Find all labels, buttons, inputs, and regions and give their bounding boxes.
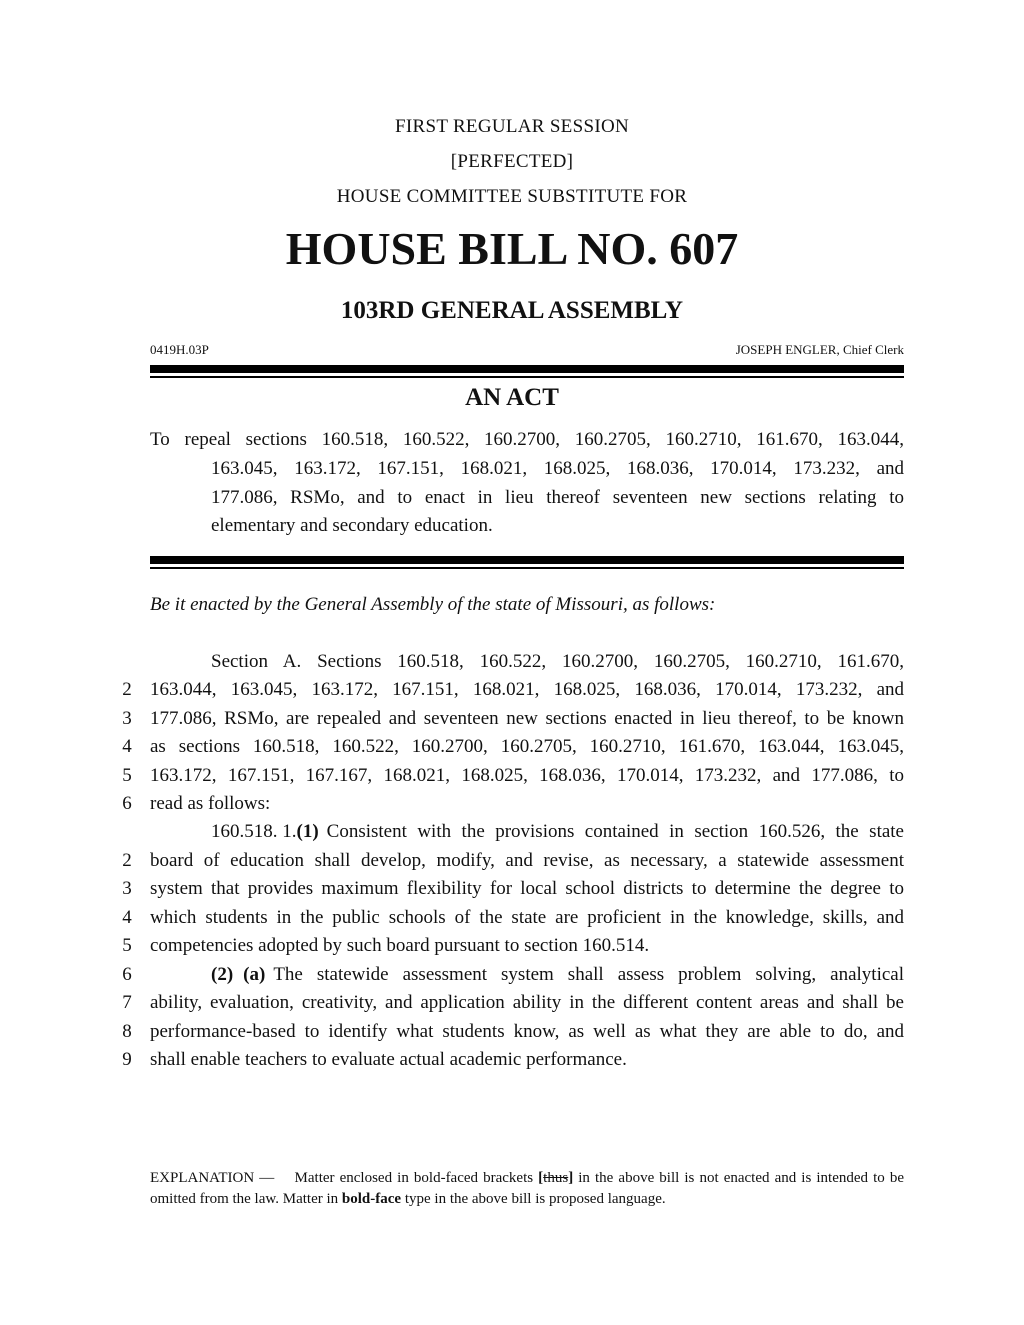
header-rule-thin (150, 376, 904, 378)
act-line: To repeal sections 160.518, 160.522, 160.2700, 160.2705, 160.2710, 161.670, 163.044, (150, 429, 904, 450)
chief-clerk: JOSEPH ENGLER, Chief Clerk (735, 342, 904, 357)
section-text-line: shall enable teachers to evaluate actual academic performance. (150, 1049, 627, 1070)
bracket-open: [ (538, 1170, 544, 1186)
section-text: Consistent with the provisions contained in section 160.526, the state (326, 821, 904, 842)
section-text-line: performance-based to identify what students know, as well as what they are able to do, and (150, 1021, 904, 1042)
bold-face-example: bold-face (341, 1191, 402, 1207)
explanation-text: in the above bill is not enacted and is intended to be omitted from the law. Matter in (150, 1170, 905, 1207)
section-text: The statewide assessment system shall assess problem solving, analytical (273, 964, 904, 985)
line-number: 2 (122, 850, 132, 871)
line-number: 9 (122, 1049, 132, 1070)
enacting-clause: Be it enacted by the General Assembly of the state of Missouri, as follows: (150, 594, 716, 615)
section-text-line: which students in the public schools of the state are proficient in the knowledge, skills, and (150, 907, 904, 928)
subsection-marker: (a) (243, 964, 266, 985)
session-label: FIRST REGULAR SESSION (395, 116, 629, 137)
line-number: 7 (122, 992, 132, 1013)
line-number: 3 (122, 878, 132, 899)
line-number: 8 (122, 1021, 132, 1042)
line-number: 6 (122, 793, 132, 814)
line-number: 2 (122, 679, 132, 700)
act-heading: AN ACT (465, 384, 559, 411)
act-line: elementary and secondary education. (211, 515, 493, 536)
subsection-marker: (2) (211, 964, 234, 985)
explanation-note (150, 1168, 904, 1210)
struck-example: thus (543, 1170, 569, 1186)
bill-status: [PERFECTED] (450, 151, 574, 172)
act-rule-thin (150, 567, 904, 569)
substitute-label: HOUSE COMMITTEE SUBSTITUTE FOR (336, 186, 688, 207)
subsection-marker: (1) (296, 821, 319, 842)
section-text-line: ability, evaluation, creativity, and application ability in the different content areas and shall be (150, 992, 904, 1013)
paragraph-2-first-line (211, 962, 904, 988)
line-number: 4 (122, 736, 132, 757)
section-a-line: 163.044, 163.045, 163.172, 167.151, 168.021, 168.025, 168.036, 170.014, 173.232, and (150, 679, 904, 700)
section-text-line: board of education shall develop, modify, and revise, as necessary, a statewide assessment (150, 850, 904, 871)
act-line: 177.086, RSMo, and to enact in lieu thereof seventeen new sections relating to (211, 487, 904, 508)
bill-title: HOUSE BILL NO. 607 (285, 223, 739, 274)
line-number: 4 (122, 907, 132, 928)
section-a-line: 177.086, RSMo, are repealed and seventeen new sections enacted in lieu thereof, to be known (150, 708, 904, 729)
explanation-text: Matter enclosed in bold-faced brackets (294, 1170, 534, 1186)
assembly-label: 103RD GENERAL ASSEMBLY (340, 297, 684, 324)
act-rule-thick (150, 556, 904, 564)
line-number: 5 (122, 765, 132, 786)
line-number: 5 (122, 935, 132, 956)
section-a-line: read as follows: (150, 793, 271, 814)
section-a-line: 163.172, 167.151, 167.167, 168.021, 168.025, 168.036, 170.014, 173.232, and 177.086, to (150, 765, 904, 786)
line-number: 3 (122, 708, 132, 729)
section-text-line: competencies adopted by such board pursuant to section 160.514. (150, 935, 650, 956)
bracket-close: ] (568, 1170, 574, 1186)
header-rule-thick (150, 365, 904, 373)
explanation-text: type in the above bill is proposed language. (404, 1191, 666, 1207)
section-number: 160.518. 1. (211, 821, 297, 842)
section-160-518-first-line (211, 819, 904, 845)
section-text-line: system that provides maximum flexibility for local school districts to determine the degree to (150, 878, 904, 899)
explanation-line (150, 1170, 904, 1207)
document-code: 0419H.03P (150, 342, 209, 357)
act-line: 163.045, 163.172, 167.151, 168.021, 168.025, 168.036, 170.014, 173.232, and (211, 458, 904, 479)
line-number: 6 (122, 964, 132, 985)
section-a-line: Section A. Sections 160.518, 160.522, 160.2700, 160.2705, 160.2710, 161.670, (211, 651, 904, 672)
explanation-label: EXPLANATION — (150, 1170, 275, 1186)
section-a-line: as sections 160.518, 160.522, 160.2700, 160.2705, 160.2710, 161.670, 163.044, 163.045, (150, 736, 904, 757)
